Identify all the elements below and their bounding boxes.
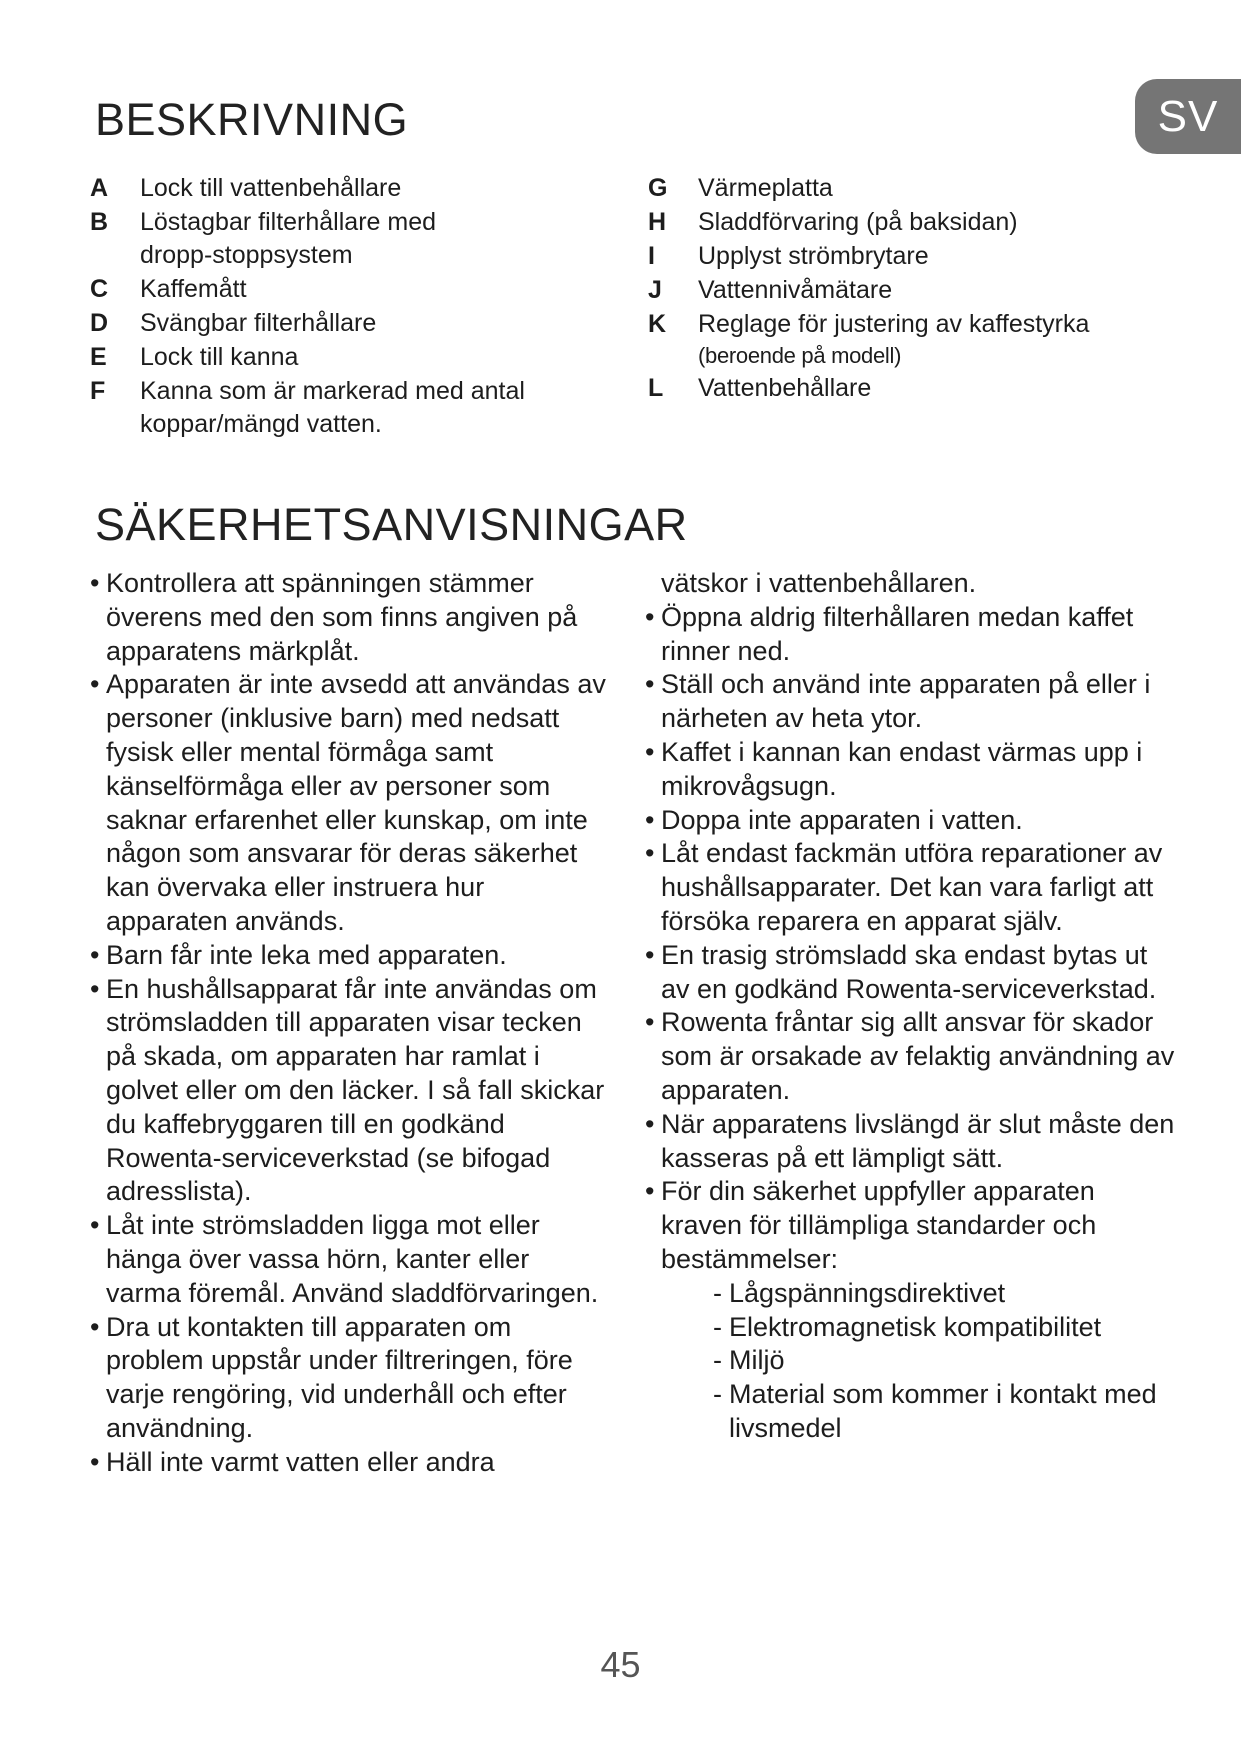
page-number: 45 [600,1644,641,1685]
safety-bullet-text: För din säkerhet uppfyller apparaten kraven för tillämpliga standarder och bestämmelser: [661,1176,1097,1274]
safety-bullet-text: Kontrollera att spänningen stämmer överens med den som finns angiven på apparatens märkplåt. [106,568,578,666]
standards-item: - Miljö [713,1345,785,1376]
safety-list-right [645,567,1175,1446]
safety-bullet-text: En hushållsapparat får inte användas om strömsladden till apparaten visar tecken på skada, om apparaten har ramlat i golvet eller om den läcker. I så fall skickar du kaffebryggaren till en godkänd Rowenta-serviceverkstad (se bifogad adresslista). [106,973,605,1207]
description-item [648,274,1168,307]
safety-bullet: • En trasig strömsladd ska endast bytas ut av en godkänd Rowenta-serviceverkstad. [645,939,1157,1004]
description-letter: K [648,310,667,338]
description-letter: I [648,242,655,270]
standards-list [661,1277,1175,1446]
standards-item-text: Material som kommer i kontakt med livsmedel [729,1379,1157,1443]
safety-bullet: • Dra ut kontakten till apparaten om problem uppstår under filtreringen, före varje rengöring, vid underhåll och efter användning. [90,1311,573,1443]
safety-bullet-text: Låt inte strömsladden ligga mot eller hänga över vassa hörn, kanter eller varma föremål. Använd sladdförvaringen. [106,1210,599,1308]
safety-bullet: • Apparaten är inte avsedd att användas av personer (inklusive barn) med nedsatt fysisk eller mental förmåga samt känselförmåga eller av personer som saknar erfarenhet eller kunskap, om inte någon som ansvarar för deras säkerhet kan övervaka eller instruera hur apparaten används. [90,669,606,936]
language-tab: SV [1135,79,1241,154]
safety-bullet-text: Barn får inte leka med apparaten. [106,939,507,970]
standards-item-text: Elektromagnetisk kompatibilitet [729,1311,1102,1342]
description-text: Lock till kanna [140,343,299,371]
description-letter: D [90,309,109,337]
safety-bullet: • En hushållsapparat får inte användas om strömsladden till apparaten visar tecken på skada, om apparaten har ramlat i golvet eller om den läcker. I så fall skickar du kaffebryggaren till en godkänd Rowenta-serviceverkstad (se bifogad adresslista). [90,973,605,1207]
description-letter: C [90,275,109,303]
description-heading: BESKRIVNING [95,94,409,145]
description-letter: L [648,374,664,402]
safety-continuation-text: vätskor i vattenbehållaren. [661,568,977,598]
description-item [648,308,1168,371]
safety-bullet-text: Doppa inte apparaten i vatten. [661,804,1023,835]
description-letter: J [648,276,662,304]
safety-bullet: • Låt inte strömsladden ligga mot eller hänga över vassa hörn, kanter eller varma föremål. Använd sladdförvaringen. [90,1210,599,1308]
description-text: Kanna som är markerad med antal koppar/mängd vatten. [140,377,525,438]
description-letter: H [648,208,667,236]
safety-bullet-text: Kaffet i kannan kan endast värmas upp i mikrovågsugn. [661,736,1143,801]
safety-bullet-text: Låt endast fackmän utföra reparationer av hushållsapparater. Det kan vara farligt att försöka reparera en apparat själv. [661,838,1163,936]
safety-bullet: • Kaffet i kannan kan endast värmas upp i mikrovågsugn. [645,736,1143,801]
safety-bullet-text: Öppna aldrig filterhållaren medan kaffet rinner ned. [661,601,1134,666]
description-main-text: Reglage för justering av kaffestyrka [698,310,1090,338]
standards-item: - Elektromagnetisk kompatibilitet [713,1311,1102,1342]
safety-bullet-text: När apparatens livslängd är slut måste den kasseras på ett lämpligt sätt. [661,1108,1175,1173]
description-text: Lock till vattenbehållare [140,174,402,202]
description-item [648,206,1168,239]
description-item [648,240,1168,273]
safety-bullet: • Rowenta fråntar sig allt ansvar för skador som är orsakade av felaktig användning av apparaten. [645,1007,1175,1105]
description-text: Kaffemått [140,275,247,303]
safety-bullet: • När apparatens livslängd är slut måste den kasseras på ett lämpligt sätt. [645,1108,1175,1173]
description-item [648,172,1168,205]
safety-bullet-continuation [645,567,1175,601]
description-text: Sladdförvaring (på baksidan) [698,208,1018,236]
safety-heading: SÄKERHETSANVISNINGAR [95,499,688,550]
description-text: Vattenbehållare [698,374,872,402]
description-text: Vattennivåmätare [698,276,893,304]
description-subtext: (beroende på modell) [698,343,902,368]
description-item [90,307,630,340]
safety-bullet-text: Ställ och använd inte apparaten på eller i närheten av heta ytor. [661,669,1151,734]
description-text: Upplyst strömbrytare [698,242,929,270]
description-letter: E [90,343,107,371]
description-letter: G [648,174,668,202]
standards-item-text: Lågspänningsdirektivet [729,1277,1006,1308]
description-list-right [648,172,1168,406]
safety-bullet: • Låt endast fackmän utföra reparationer av hushållsapparater. Det kan vara farligt att försöka reparera en apparat själv. [645,838,1163,936]
description-letter: A [90,174,109,202]
standards-item: - Lågspänningsdirektivet [713,1277,1006,1308]
safety-bullet-text: Apparaten är inte avsedd att användas av personer (inklusive barn) med nedsatt fysisk eller mental förmåga samt känselförmåga eller av personer som saknar erfarenhet eller kunskap, om inte någon som ansvarar för deras säkerhet kan övervaka eller instruera hur apparaten används. [106,669,606,936]
description-letter: B [90,208,109,236]
description-letter: F [90,377,106,405]
safety-bullet: • Häll inte varmt vatten eller andra [90,1446,495,1477]
safety-bullet: • För din säkerhet uppfyller apparaten kraven för tillämpliga standarder och bestämmelser: - Lågspänningsdirektivet - Elektromagnetisk kompatibilitet - Miljö - Material som kommer i kontakt med livsmedel [645,1175,1175,1445]
safety-bullet: • Doppa inte apparaten i vatten. [645,804,1023,835]
description-item [90,206,630,272]
safety-bullet-text: Häll inte varmt vatten eller andra [106,1446,495,1477]
description-item [90,273,630,306]
description-text [698,308,1168,371]
safety-bullet: • Öppna aldrig filterhållaren medan kaffet rinner ned. [645,601,1134,666]
standards-item-text: Miljö [729,1345,785,1376]
description-list-left [90,172,630,442]
description-text: Värmeplatta [698,174,833,202]
description-item [648,372,1168,405]
description-text: Svängbar filterhållare [140,309,377,337]
safety-bullet: • Kontrollera att spänningen stämmer överens med den som finns angiven på apparatens märkplåt. [90,568,578,666]
safety-bullet-text: En trasig strömsladd ska endast bytas ut av en godkänd Rowenta-serviceverkstad. [661,939,1157,1004]
safety-bullet-text: Rowenta fråntar sig allt ansvar för skador som är orsakade av felaktig användning av apparaten. [661,1007,1175,1105]
description-item [90,375,630,441]
description-item [90,341,630,374]
safety-bullet: • Ställ och använd inte apparaten på eller i närheten av heta ytor. [645,669,1151,734]
standards-item: - Material som kommer i kontakt med livsmedel [713,1379,1157,1443]
safety-bullet: • Barn får inte leka med apparaten. [90,939,507,970]
description-text: Löstagbar filterhållare med dropp-stoppsystem [140,208,436,269]
description-item [90,172,630,205]
safety-list-left [90,567,610,1480]
safety-bullet-text: Dra ut kontakten till apparaten om problem uppstår under filtreringen, före varje rengöring, vid underhåll och efter användning. [106,1311,573,1443]
